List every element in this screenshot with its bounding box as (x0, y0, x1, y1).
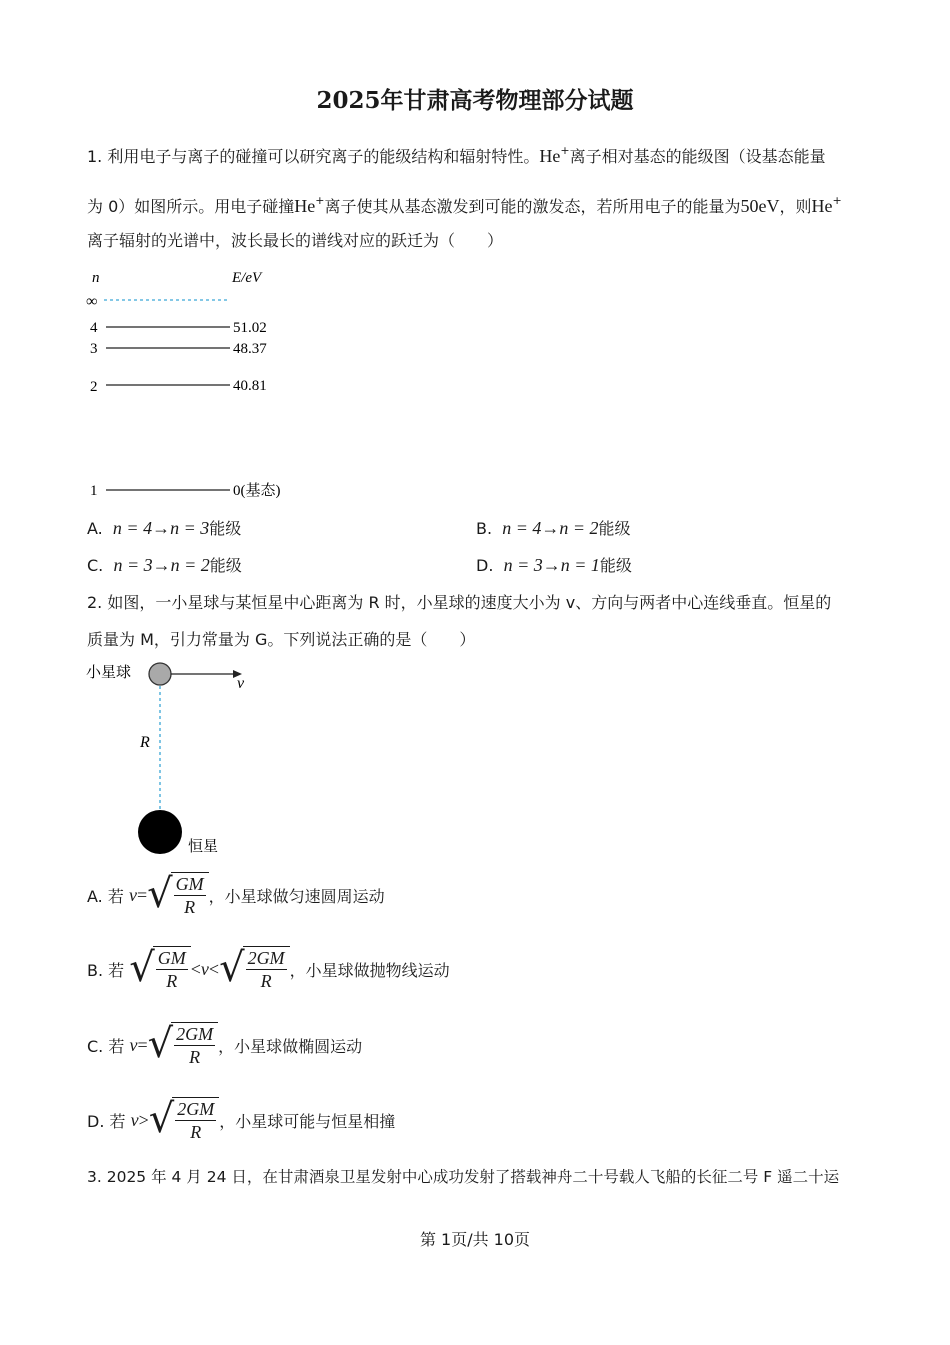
denominator: R (190, 1122, 202, 1142)
level-n-infinity: ∞ (86, 293, 98, 310)
sqrt-icon: √ (219, 945, 245, 991)
level-energy-2: 40.81 (233, 378, 267, 394)
q1-option-a[interactable] (87, 517, 241, 540)
option-label: C. (87, 556, 104, 575)
level-energy-3: 48.37 (233, 341, 267, 357)
transition-to: n = 2 (559, 518, 599, 538)
transition-to: n = 3 (170, 518, 210, 538)
level-n-4: 4 (90, 320, 98, 336)
numerator: GM (175, 874, 204, 894)
ion-symbol: He (539, 146, 561, 166)
q2-option-c[interactable] (87, 1022, 362, 1068)
arrow-icon: → (542, 555, 561, 575)
ion-symbol: He (811, 196, 833, 216)
option-label: D. 若 (87, 1111, 126, 1131)
ion-charge: + (832, 194, 842, 207)
q1-text: 离子使其从基态激发到可能的激发态，若所用电子的能量为 (324, 197, 741, 216)
option-tail: ，小星球做椭圆运动 (218, 1036, 363, 1056)
transition-from: n = 3 (503, 555, 543, 575)
option-label: B. 若 (87, 960, 125, 980)
numerator: GM (157, 948, 186, 968)
level-energy-4: 51.02 (233, 320, 267, 336)
velocity-var: v (129, 1034, 138, 1055)
q1-line-3: 离子辐射的光谱中，波长最长的谱线对应的跃迁为（ ） (87, 231, 504, 250)
option-label: B. (476, 519, 493, 538)
numerator: 2GM (176, 1024, 214, 1044)
level-energy-1: 0(基态) (233, 483, 281, 499)
denominator: R (189, 1047, 201, 1067)
q1-line-2 (87, 190, 842, 218)
transition-from: n = 4 (502, 518, 542, 538)
transition-to: n = 2 (170, 555, 210, 575)
energy-axis-label: E/eV (232, 270, 262, 286)
ion-charge: + (560, 144, 570, 157)
sqrt-icon: √ (147, 1021, 174, 1067)
q1-option-b[interactable] (476, 517, 631, 540)
page-title: 2025年甘肃高考物理部分试题 (316, 87, 634, 114)
q1-option-d[interactable] (476, 554, 632, 577)
relation: = (137, 1034, 148, 1055)
denominator: R (260, 971, 272, 991)
sqrt-expression (149, 1097, 220, 1143)
option-tail: ，小星球可能与恒星相撞 (219, 1111, 396, 1131)
denominator: R (166, 971, 178, 991)
option-suffix: 能级 (209, 519, 242, 538)
q1-text: 1. 利用电子与离子的碰撞可以研究离子的能级结构和辐射特性。 (87, 147, 540, 166)
relation: = (136, 884, 148, 905)
sqrt-icon: √ (129, 945, 155, 991)
ion-symbol: He (294, 196, 316, 216)
q1-text: 为 0）如图所示。用电子碰撞 (87, 197, 295, 216)
small-star-icon (149, 663, 171, 685)
page-footer: 第 1页/共 10页 (419, 1230, 531, 1249)
orbit-diagram (84, 658, 274, 863)
option-label: C. 若 (87, 1036, 125, 1056)
arrow-icon: → (152, 518, 171, 538)
transition-to: n = 1 (560, 555, 600, 575)
arrow-icon: → (152, 555, 171, 575)
q2-option-d[interactable] (87, 1097, 395, 1143)
numerator: 2GM (247, 948, 285, 968)
q2-line-2: 质量为 M，引力常量为 G。下列说法正确的是（ ） (87, 630, 476, 649)
n-axis-label: n (92, 270, 100, 286)
q2-line-1: 2. 如图，一小星球与某恒星中心距离为 R 时，小星球的速度大小为 v、方向与两者中心连线垂直。恒星的 (87, 593, 832, 612)
option-label: D. (476, 556, 494, 575)
denominator: R (184, 897, 196, 917)
ion-charge: + (315, 194, 325, 207)
relation: > (138, 1109, 149, 1130)
arrow-icon: → (541, 518, 560, 538)
option-tail: ，小星球做匀速圆周运动 (208, 886, 385, 906)
velocity-label: v (237, 675, 245, 692)
option-suffix: 能级 (209, 556, 242, 575)
sqrt-icon: √ (148, 1096, 175, 1142)
q1-line-1 (87, 140, 826, 168)
option-tail: ，小星球做抛物线运动 (289, 960, 450, 980)
q3-line-1: 3. 2025 年 4 月 24 日，在甘肃酒泉卫星发射中心成功发射了搭载神舟二十号载人飞船的长征二号 F 遥二十运 (87, 1168, 840, 1186)
energy-level-diagram (80, 262, 320, 507)
option-label: A. 若 (87, 886, 124, 906)
numerator: 2GM (177, 1099, 215, 1119)
sqrt-expression (219, 946, 290, 992)
small-star-label: 小星球 (86, 663, 132, 681)
q1-text: 离子相对基态的能级图（设基态能量 (569, 147, 826, 166)
velocity-var: v (200, 958, 209, 979)
transition-from: n = 3 (113, 555, 153, 575)
sqrt-icon: √ (147, 871, 173, 917)
q1-text: ，则 (779, 197, 812, 216)
electron-energy: 50eV (740, 196, 780, 216)
level-n-3: 3 (90, 341, 98, 357)
star-icon (138, 810, 182, 854)
star-label: 恒星 (188, 837, 219, 855)
sqrt-expression (129, 946, 191, 992)
transition-from: n = 4 (112, 518, 153, 538)
velocity-var: v (130, 1109, 139, 1130)
option-suffix: 能级 (599, 556, 632, 575)
option-label: A. (87, 519, 103, 538)
level-n-2: 2 (90, 379, 98, 395)
sqrt-expression (148, 1022, 219, 1068)
q1-option-c[interactable] (87, 554, 242, 577)
relation: < (190, 958, 201, 979)
velocity-var: v (128, 884, 137, 905)
level-n-1: 1 (90, 483, 98, 499)
distance-label: R (140, 734, 150, 751)
q2-option-a[interactable] (87, 872, 385, 918)
sqrt-expression (147, 872, 209, 918)
relation: < (208, 958, 220, 979)
option-suffix: 能级 (598, 519, 631, 538)
q2-option-b[interactable] (87, 946, 450, 992)
